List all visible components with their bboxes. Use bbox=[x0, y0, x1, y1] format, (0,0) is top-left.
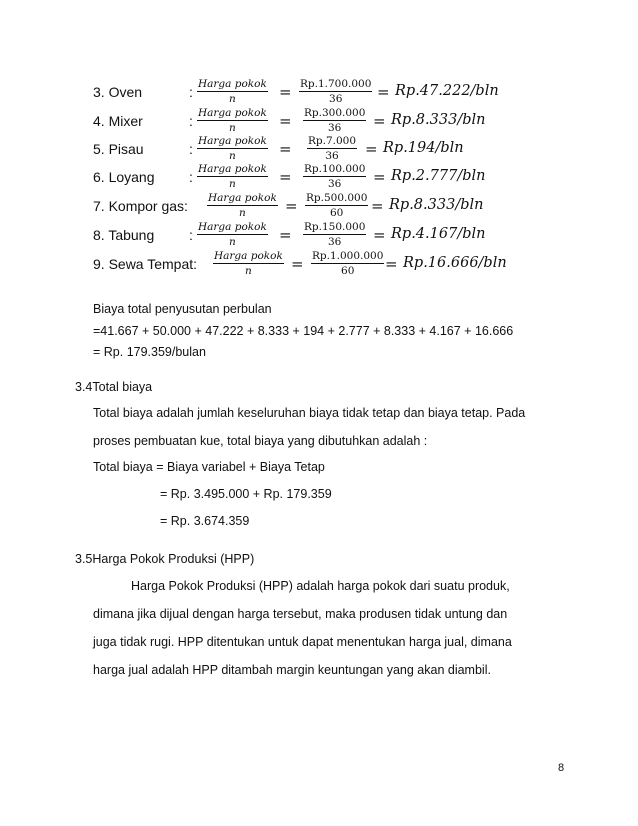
summary-total: = Rp. 179.359/bulan bbox=[93, 345, 206, 359]
paragraph-line: Harga Pokok Produksi (HPP) adalah harga pokok dari suatu produk, bbox=[131, 579, 510, 593]
value-fraction bbox=[307, 135, 357, 162]
equation-row bbox=[93, 78, 613, 108]
equals-sign: = bbox=[291, 255, 304, 273]
equals-sign: = bbox=[373, 112, 386, 130]
equation-row bbox=[93, 135, 613, 165]
equals-sign: = bbox=[279, 226, 292, 244]
equals-sign: = bbox=[385, 255, 398, 273]
fraction-numerator: Rp.7.000 bbox=[308, 135, 357, 147]
fraction-denominator: 36 bbox=[328, 122, 342, 134]
colon: : bbox=[189, 113, 193, 129]
value-fraction bbox=[303, 107, 366, 134]
fraction-denominator: 36 bbox=[328, 178, 342, 190]
equals-sign: = bbox=[279, 83, 292, 101]
fraction-denominator: n bbox=[229, 93, 236, 105]
value-fraction bbox=[303, 163, 366, 190]
fraction-numerator: Harga pokok bbox=[198, 221, 267, 233]
item-label: 8. Tabung bbox=[93, 227, 155, 243]
result-value: Rp.194/bln bbox=[383, 140, 464, 156]
colon: : bbox=[189, 84, 193, 100]
fraction-numerator: Harga pokok bbox=[214, 250, 283, 262]
fraction-denominator: n bbox=[229, 178, 236, 190]
summary-sum: =41.667 + 50.000 + 47.222 + 8.333 + 194 + 2.777 + 8.333 + 4.167 + 16.666 bbox=[93, 324, 514, 338]
formula-fraction bbox=[213, 250, 284, 277]
paragraph-line: proses pembuatan kue, total biaya yang dibutuhkan adalah : bbox=[93, 434, 428, 448]
result-value: Rp.16.666/bln bbox=[403, 255, 507, 271]
colon: : bbox=[189, 169, 193, 185]
fraction-numerator: Harga pokok bbox=[198, 135, 267, 147]
page-number: 8 bbox=[558, 762, 565, 774]
formula-line: Total biaya = Biaya variabel + Biaya Tetap bbox=[93, 460, 325, 474]
formula-line: = Rp. 3.495.000 + Rp. 179.359 bbox=[160, 487, 332, 501]
equals-sign: = bbox=[285, 197, 298, 215]
paragraph-line: harga jual adalah HPP ditambah margin keuntungan yang akan diambil. bbox=[93, 663, 491, 677]
fraction-denominator: n bbox=[229, 122, 236, 134]
value-fraction bbox=[311, 250, 384, 277]
equals-sign: = bbox=[279, 168, 292, 186]
formula-fraction bbox=[197, 78, 268, 105]
value-fraction bbox=[303, 221, 366, 248]
item-label: 6. Loyang bbox=[93, 169, 155, 185]
item-label: 9. Sewa Tempat: bbox=[93, 256, 198, 272]
fraction-denominator: 36 bbox=[328, 236, 342, 248]
fraction-denominator: n bbox=[239, 207, 246, 219]
item-label: 7. Kompor gas: bbox=[93, 198, 188, 214]
fraction-denominator: 60 bbox=[341, 265, 355, 277]
formula-fraction bbox=[197, 135, 268, 162]
equals-sign: = bbox=[365, 140, 378, 158]
item-label: 4. Mixer bbox=[93, 113, 143, 129]
value-fraction bbox=[305, 192, 368, 219]
colon: : bbox=[189, 141, 193, 157]
section-heading-hpp: 3.5Harga Pokok Produksi (HPP) bbox=[75, 552, 255, 566]
fraction-numerator: Harga pokok bbox=[208, 192, 277, 204]
formula-fraction bbox=[207, 192, 278, 219]
result-value: Rp.4.167/bln bbox=[391, 226, 486, 242]
summary-title: Biaya total penyusutan perbulan bbox=[93, 302, 272, 316]
formula-fraction bbox=[197, 163, 268, 190]
result-value: Rp.47.222/bln bbox=[395, 83, 499, 99]
equals-sign: = bbox=[371, 197, 384, 215]
section-heading-total-biaya: 3.4Total biaya bbox=[75, 380, 153, 394]
equation-row bbox=[93, 221, 613, 251]
fraction-numerator: Harga pokok bbox=[198, 107, 267, 119]
fraction-numerator: Rp.150.000 bbox=[304, 221, 366, 233]
equals-sign: = bbox=[373, 226, 386, 244]
paragraph-line: juga tidak rugi. HPP ditentukan untuk dapat menentukan harga jual, dimana bbox=[93, 635, 512, 649]
paragraph-line: Total biaya adalah jumlah keseluruhan biaya tidak tetap dan biaya tetap. Pada bbox=[93, 406, 526, 420]
formula-fraction bbox=[197, 221, 268, 248]
item-label: 3. Oven bbox=[93, 84, 143, 100]
fraction-numerator: Rp.1.000.000 bbox=[312, 250, 384, 262]
result-value: Rp.2.777/bln bbox=[391, 168, 486, 184]
result-value: Rp.8.333/bln bbox=[391, 112, 486, 128]
fraction-denominator: 36 bbox=[325, 150, 339, 162]
equation-row bbox=[93, 250, 613, 280]
fraction-denominator: n bbox=[229, 236, 236, 248]
fraction-numerator: Rp.500.000 bbox=[306, 192, 368, 204]
equation-row bbox=[93, 192, 613, 222]
fraction-denominator: 36 bbox=[329, 93, 343, 105]
fraction-denominator: 60 bbox=[330, 207, 344, 219]
equation-row bbox=[93, 107, 613, 137]
equation-row bbox=[93, 163, 613, 193]
fraction-numerator: Harga pokok bbox=[198, 163, 267, 175]
colon: : bbox=[189, 227, 193, 243]
equals-sign: = bbox=[373, 168, 386, 186]
fraction-numerator: Rp.300.000 bbox=[304, 107, 366, 119]
fraction-numerator: Rp.1.700.000 bbox=[300, 78, 372, 90]
equals-sign: = bbox=[279, 112, 292, 130]
equals-sign: = bbox=[377, 83, 390, 101]
formula-result: = Rp. 3.674.359 bbox=[160, 514, 250, 528]
equals-sign: = bbox=[279, 140, 292, 158]
fraction-denominator: n bbox=[229, 150, 236, 162]
fraction-numerator: Rp.100.000 bbox=[304, 163, 366, 175]
value-fraction bbox=[299, 78, 372, 105]
fraction-denominator: n bbox=[245, 265, 252, 277]
result-value: Rp.8.333/bln bbox=[389, 197, 484, 213]
item-label: 5. Pisau bbox=[93, 141, 144, 157]
formula-fraction bbox=[197, 107, 268, 134]
paragraph-line: dimana jika dijual dengan harga tersebut, maka produsen tidak untung dan bbox=[93, 607, 508, 621]
fraction-numerator: Harga pokok bbox=[198, 78, 267, 90]
